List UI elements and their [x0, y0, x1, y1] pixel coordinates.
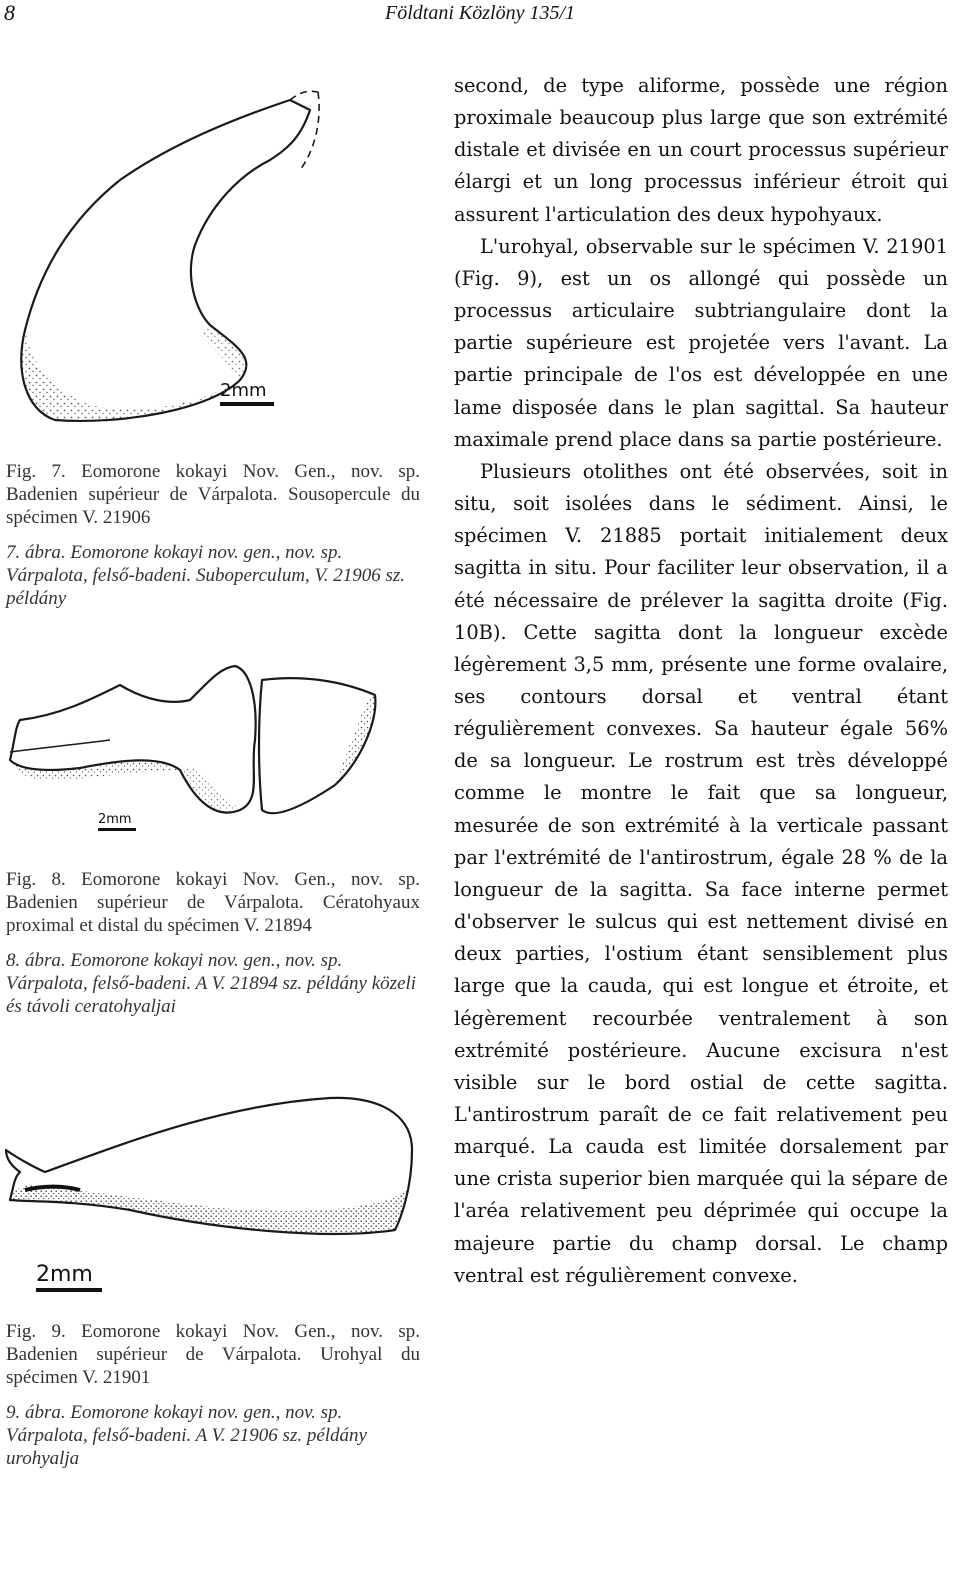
scale-bar: [98, 812, 136, 831]
paragraph: Plusieurs otolithes ont été observées, soit in situ, soit isolées dans le sédiment. Ainsi, le spécimen V. 21885 portait initialement deux sagitta in situ. Pour faciliter leur observation, il a été nécessaire de prélever la sagitta droite (Fig. 10B). Cette sagitta dont la longueur excède légèrement 3,5 mm, présente une forme ovalaire, ses contours dorsal et ventral étant régulièrement convexes. Sa hauteur égale 56% de sa longueur. Le rostrum est très développé comme le montre le fait que sa longueur, mesurée de son extrémité à la verticale passant par l'extrémité de l'antirostrum, égale 28 % de la longueur de la sagitta. Sa face interne permet d'observer le sulcus qui est nettement divisé en deux parties, l'ostium étant sensiblement plus large que la cauda, qui est longue et étroite, et légèrement recourbée ventralement à son extrémité postérieure. Aucune excisura n'est visible sur le bord ostial de cette sagitta. L'antirostrum paraît de ce fait relativement peu marqué. La cauda est limitée dorsalement par une crista superior bien marquée qui la sépare de l'aréa relativement peu déprimée qui occupe la majeure partie du champ dorsal. Le champ ventral est régulièrement convexe.: [454, 459, 948, 1287]
figure-8: [0, 660, 440, 870]
scale-label: 2mm: [98, 812, 132, 827]
figure-7: [0, 80, 440, 460]
caption-fr: Fig. 7. Eomorone kokayi Nov. Gen., nov. sp. Badenien supérieur de Várpalota. Sousopercule du spécimen V. 21906: [6, 461, 420, 528]
page-number: 8: [4, 0, 15, 25]
figure-9: [0, 1090, 440, 1320]
figure-9-caption: [6, 1320, 420, 1470]
scale-label: 2mm: [36, 1262, 93, 1287]
scale-bar: [220, 380, 274, 406]
figure-7-caption: [6, 460, 420, 610]
caption-hu: 9. ábra. Eomorone kokayi nov. gen., nov. sp. Várpalota, felső-badeni. A V. 21906 sz. példány urohyalja: [6, 1402, 367, 1469]
paragraph: L'urohyal, observable sur le spécimen V. 21901 (Fig. 9), est un os allongé qui possède un processus articulaire subtriangulaire dont la partie supérieure est projetée vers l'avant. La partie principale de l'os est développée en une lame disposée dans le plan sagittal. Sa hauteur maximale prend place dans sa partie postérieure.: [454, 234, 948, 451]
running-header: Földtani Közlöny 135/1: [385, 2, 575, 24]
body-text: [454, 70, 948, 1292]
caption-fr: Fig. 9. Eomorone kokayi Nov. Gen., nov. sp. Badenien supérieur de Várpalota. Urohyal du spécimen V. 21901: [6, 1321, 420, 1388]
caption-hu: 8. ábra. Eomorone kokayi nov. gen., nov. sp. Várpalota, felső-badeni. A V. 21894 sz. példány közeli és távoli ceratohyaljai: [6, 950, 417, 1017]
paragraph: second, de type aliforme, possède une région proximale beaucoup plus large que son extrémité distale et divisée en un court processus supérieur élargi et un long processus inférieur étroit qui assurent l'articulation des deux hypohyaux.: [454, 74, 948, 226]
figure-8-caption: [6, 868, 420, 1018]
caption-fr: Fig. 8. Eomorone kokayi Nov. Gen., nov. sp. Badenien supérieur de Várpalota. Cératohyaux proximal et distal du spécimen V. 21894: [6, 869, 420, 936]
ceratohyal-drawing: [0, 660, 440, 870]
scale-bar: [36, 1262, 102, 1292]
caption-hu: 7. ábra. Eomorone kokayi nov. gen., nov. sp. Várpalota, felső-badeni. Suboperculum, V. 21906 sz. példány: [6, 542, 405, 609]
scale-label: 2mm: [220, 380, 267, 401]
